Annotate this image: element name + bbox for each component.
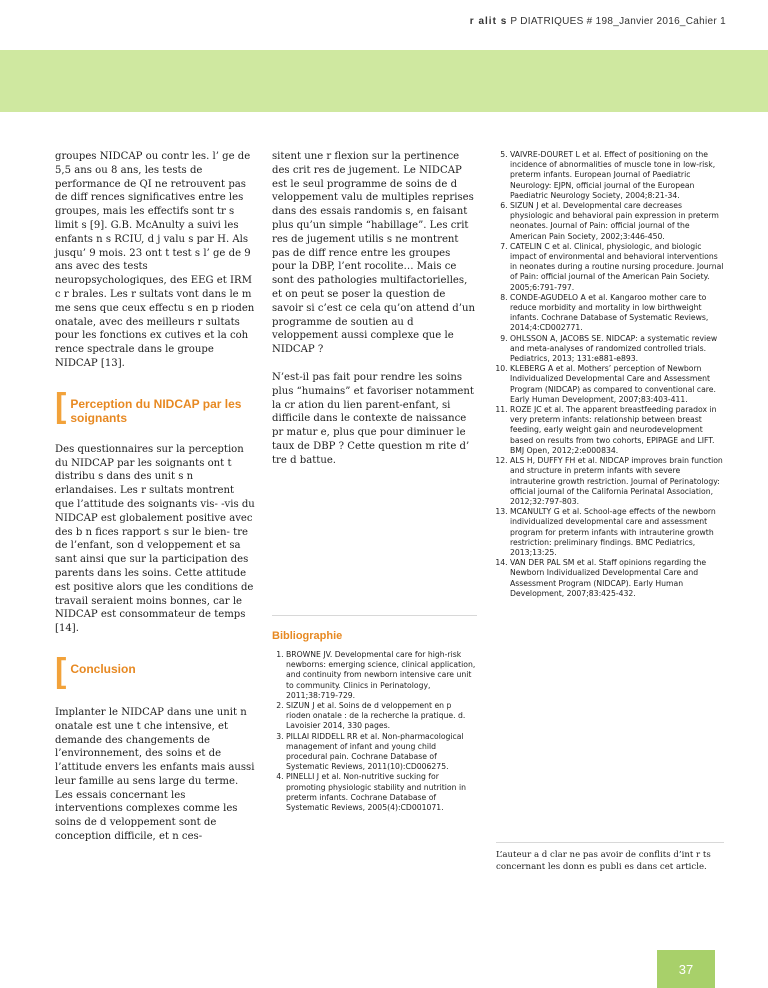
header-band: [0, 50, 768, 112]
conflict-of-interest-note: L’auteur a d clar ne pas avoir de conflits d’int r ts concernant les donn es publi es dans cet article.: [496, 850, 711, 872]
page-number: 37: [657, 950, 715, 988]
reference-item: 6. SIZUN J et al. Developmental care decreases physiologic and behavioral pain expression in preterm neonates. Journal of Pain: official journal of the American Pain Society, 2002;3:446-450.: [510, 201, 724, 242]
paragraph-1: groupes NIDCAP ou contr les. l’ ge de 5,5 ans ou 8 ans, les tests de performance de QI ne retrouvent pas de diff rences significatives entre les groupes, mais les effectifs sont tr s limit s [9]. G.B. McAnulty a suivi les enfants n s RCIU, d j valu s par H. Als jusqu’ 9 mois. 23 ont t test s l’ ge de 9 ans avec des tests neuropsychologiques, des EEG et IRM c r brales. Les r sultats vont dans le m me sens que ceux effectu s en p rioden onatale, avec des meilleurs r sultats pour les fonctions ex cutives et la coh rence spectrale dans le groupe NIDCAP [13].: [55, 151, 255, 369]
column-1: [55, 150, 255, 844]
bibliography-list-right: [496, 150, 724, 599]
reference-item: 3. PILLAI RIDDELL RR et al. Non-pharmacological management of infant and young child procedural pain. Cochrane Database of Systematic Reviews, 2011(10):CD006275.: [286, 732, 477, 773]
reference-item: 1. BROWNE JV. Developmental care for high-risk newborns: emerging science, clinical application, and continuity from newborn intensive care unit to community. Clinics in Perinatology, 2011;38:719-729.: [286, 650, 477, 701]
bibliography-list-left: [272, 650, 477, 813]
paragraph-3: Implanter le NIDCAP dans une unit n onatale est une t che intensive, et demande des changements de l’environnement, des soins et de l’attitude envers les enfants mais aussi leur famille au sens large du terme. Les essais concernant les interventions complexes comme les soins de d veloppement sont de conception difficile, et n ces-: [55, 706, 255, 843]
reference-item: 12. ALS H, DUFFY FH et al. NIDCAP improves brain function and structure in preterm infants with severe intrauterine growth restriction. Journal of Perinatology: official journal of the California Perinatal Association, 2012;32:797-803.: [510, 456, 724, 507]
running-header: [470, 16, 726, 27]
reference-item: 7. CATELIN C et al. Clinical, physiologic, and biologic impact of environmental and behavioral interventions in neonates during a routine nursing procedure. Journal of Pain: official journal of the American Pain Society. 2005;6:791-797.: [510, 242, 724, 293]
bibliography-title: Bibliographie: [272, 630, 343, 642]
divider: [272, 615, 477, 616]
header-journal-mark: r alit s: [469, 16, 508, 27]
reference-item: 4. PINELLI J et al. Non-nutritive sucking for promoting physiologic stability and nutrition in preterm infants. Cochrane Database of Systematic Reviews, 2005(4):CD001071.: [286, 772, 477, 813]
reference-item: 10. KLEBERG A et al. Mothers’ perception of Newborn Individualized Developmental Care and Assessment Program (NIDCAP) as compared to conventional care. Early Human Development, 2007;83:403-411.: [510, 364, 724, 405]
divider: [496, 842, 724, 843]
reference-item: 8. CONDE-AGUDELO A et al. Kangaroo mother care to reduce morbidity and mortality in low birthweight infants. Cochrane Database of Systematic Reviews, 2014;4:CD002771.: [510, 293, 724, 334]
reference-item: 5. VAIVRE-DOURET L et al. Effect of positioning on the incidence of abnormalities of muscle tone in low-risk, preterm infants. European Journal of Paediatric Neurology: EJPN, official journal of the European Paediatric Neurology Society, 2004;8:21-34.: [510, 150, 724, 201]
section-title: Perception du NIDCAP par les soignants: [70, 396, 242, 425]
paragraph-4: sitent une r flexion sur la pertinence des crit res de jugement. Le NIDCAP est le seul programme de soins de d veloppement valu de multiples reprises dans des essais randomis s, en faisant plus qu’un simple “habillage”. Les crit res de jugement utilis s ne montrent pas de diff rence entre les groupes pour la DBP, l’ent rocolite… Mais ce sont des pathologies multifactorielles, et on peut se poser la question de savoir si c’est ce cela qu’on attend d’un programme de soutien au d veloppement aussi complexe que le NIDCAP ?: [272, 151, 475, 356]
header-issue-info: P DIATRIQUES # 198_Janvier 2016_Cahier 1: [510, 16, 726, 27]
section-title: Conclusion: [70, 661, 136, 676]
bracket-icon: [: [55, 651, 67, 690]
paragraph-2: Des questionnaires sur la perception du NIDCAP par les soignants ont t distribu s dans des unit s n erlandaises. Les r sultats montrent que l’attitude des soignants vis- -vis du NIDCAP est globalement positive avec des b n fices rapport s sur le bien- tre de l’enfant, son d veloppement et sa sant ainsi que sur la participation des parents dans les soins. Cette attitude est positive alors que les conditions de travail seraient moins bonnes, car le NIDCAP est consommateur de temps [14].: [55, 443, 255, 635]
reference-item: 13. MCANULTY G et al. School-age effects of the newborn individualized developmental care and assessment program for preterm infants with intrauterine growth restriction: preliminary findings. BMC Pediatrics, 2013;13:25.: [510, 507, 724, 558]
reference-item: 2. SIZUN J et al. Soins de d veloppement en p rioden onatale : de la recherche la pratique. d. Lavoisier 2014, 330 pages.: [286, 701, 477, 732]
column-2: [272, 150, 477, 468]
reference-item: 9. OHLSSON A, JACOBS SE. NIDCAP: a systematic review and meta-analyses of randomized controlled trials. Pediatrics, 2013; 131:e881-e893.: [510, 334, 724, 365]
reference-item: 11. ROZE JC et al. The apparent breastfeeding paradox in very preterm infants: relationship between breast feeding, early weight gain and neurodevelopment based on results from two cohorts, EPIPAGE and LIFT. BMJ Open, 2012;2:e000834.: [510, 405, 724, 456]
section-heading-conclusion: [55, 651, 255, 690]
reference-item: 14. VAN DER PAL SM et al. Staff opinions regarding the Newborn Individualized Developmental Care and Assessment Program (NIDCAP). Early Human Development, 2007;83:425-432.: [510, 558, 724, 599]
paragraph-5: N’est-il pas fait pour rendre les soins plus “humains” et favoriser notamment la cr ation du lien parent-enfant, si difficile dans le contexte de naissance pr matur e, plus que pour diminuer le taux de DBP ? Cette question m rite d’ tre d battue.: [272, 371, 474, 466]
bracket-icon: [: [55, 386, 67, 425]
section-heading-perception: [55, 386, 255, 425]
